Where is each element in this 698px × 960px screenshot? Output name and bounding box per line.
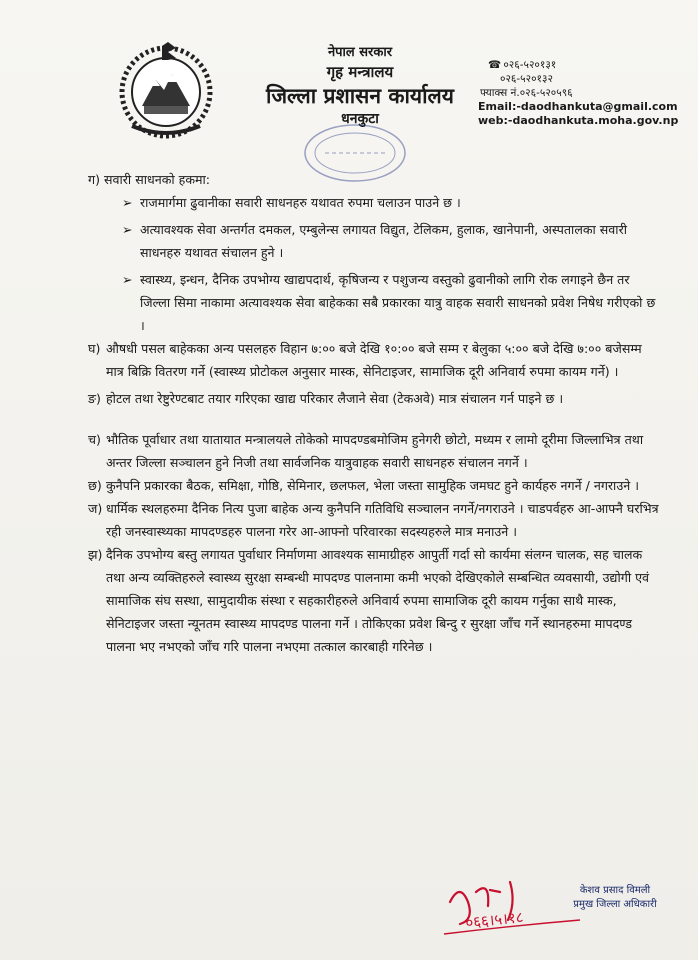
paragraph-gha: घ) औषधी पसल बाहेकका अन्य पसलहरु विहान ७:०० बजे देखि १०:०० बजे सम्म र बेलुका ५:०० बजे देखि ७:०० बजेसम्म मात्र बिक्रि वितरण गर्ने (स्वास्थ्य प्रोटोकल अनुसार मास्क, सेनिटाइजर, सामाजिक दूरी अनिवार्य रुपमा कायम गर्ने) । [88,341,642,379]
government-name: नेपाल सरकार [327,45,393,60]
arrow-bullet-icon: ➢ [122,195,133,210]
email-address: Email:-daodhankuta@gmail.com [478,100,678,113]
office-name: जिल्ला प्रशासन कार्यालय [266,84,454,108]
section-ga-title: ग) सवारी साधनको हकमा: [88,172,211,187]
signer-name: केशव प्रसाद विमली [579,885,651,896]
list-item: ➢ राजमार्गमा ढुवानीका सवारी साधनहरु यथावत रुपमा चलाउन पाउने छ । [88,191,660,214]
nepal-emblem-icon [112,40,220,140]
signer-block [560,884,670,912]
ministry-name: गृह मन्त्रालय [326,63,394,81]
web-address: web:-daodhankuta.moha.gov.np [478,114,679,127]
paragraph-jha: झ) दैनिक उपभोग्य बस्तु लगायत पुर्वाधार निर्माणमा आवश्यक सामाग्रीहरु आपुर्ती गर्दा सो कार्यमा संलग्न चालक, सह चालक तथा अन्य व्यक्तिहरुले स्वास्थ्य सुरक्षा सम्बन्धी मापदण्ड पालनामा कमी भएको देखिएकोले सम्बन्धित व्यवसायी, उद्योगी एवं सामाजिक संघ सस्था, सामुदायीक संस्था र सहकारीहरुले अनिवार्य रुपमा सामाजिक दूरी कायम गर्नुका साथै मास्क, सेनिटाइजर जस्ता न्यूनतम स्वास्थ्य मापदण्ड पालना गर्ने । तोकिएका प्रवेश बिन्दु र सुरक्षा जाँच गर्ने स्थानहरुमा मापदण्ड पालना भए नभएको जाँच गरि पालना नभएमा तत्काल कारबाही गरिनेछ । [88,547,650,654]
arrow-bullet-icon: ➢ [122,272,133,287]
arrow-bullet-icon: ➢ [122,222,133,237]
paragraph-ja: ज) धार्मिक स्थलहरुमा दैनिक नित्य पुजा बाहेक अन्य कुनैपनि गतिविधि सञ्चालन नगर्ने/नगराउने । चाडपर्वहरु आ-आफ्नै घरभित्र रही जनस्वास्थ्यका मापदण्डहरु पालना गरेर आ-आफ्नो परिवारका सदस्यहरुले मात्र मनाउने । [88,501,659,539]
phone-number-1: ०२६-५२०१३१ [503,59,557,71]
list-item: ➢ अत्यावश्यक सेवा अन्तर्गत दमकल, एम्बुलेन्स लगायत विद्युत, टेलिकम, हुलाक, खानेपानी, अस्पतालका सवारी साधनहरु यथावत संचालन हुने । [88,218,660,264]
signer-title: प्रमुख जिल्ला अधिकारी [573,899,657,910]
phone-number-2: ०२६-५२०१३२ [500,73,553,85]
phone-icon: ☎ [488,59,502,71]
district-name: धनकुटा [341,111,379,127]
letterhead [250,44,470,128]
fax-number: फ्याक्स नं.०२६-५२०५९६ [480,87,573,99]
paragraph-nga: ङ) होटल तथा रेष्टुरेण्टबाट तयार गरिएका खाद्य परिकार लैजाने सेवा (टेकअवे) मात्र संचालन गर्न पाइने छ । [88,391,564,406]
contact-block [478,58,688,128]
paragraph-cha: च) भौतिक पूर्वाधार तथा यातायात मन्त्रालयले तोकेको मापदण्डबमोजिम हुनेगरी छोटो, मध्यम र लामो दूरीमा जिल्लाभित्र तथा अन्तर जिल्ला सञ्चालन हुने निजी तथा सार्वजनिक यात्रुवाहक सवारी साधनहरु संचालन नगर्ने । [88,432,644,470]
list-item: ➢ स्वास्थ्य, इन्धन, दैनिक उपभोग्य खाद्यपदार्थ, कृषिजन्य र पशुजन्य वस्तुको ढुवानीको लागि रोक लगाइने छैन तर जिल्ला सिमा नाकामा अत्यावश्यक सेवा बाहेकका सबै प्रकारका यात्रु वाहक सवारी साधनको प्रवेश निषेध गरीएको छ । [88,268,660,337]
letter-body [88,168,660,658]
paragraph-chha: छ) कुनैपनि प्रकारका बैठक, समिक्षा, गोष्ठि, सेमिनार, छलफल, भेला जस्ता सामुहिक जमघट हुने कार्यहरु नगर्ने / नगराउने । [88,478,639,493]
signature-date: ०६६।५।१८ [464,907,525,932]
